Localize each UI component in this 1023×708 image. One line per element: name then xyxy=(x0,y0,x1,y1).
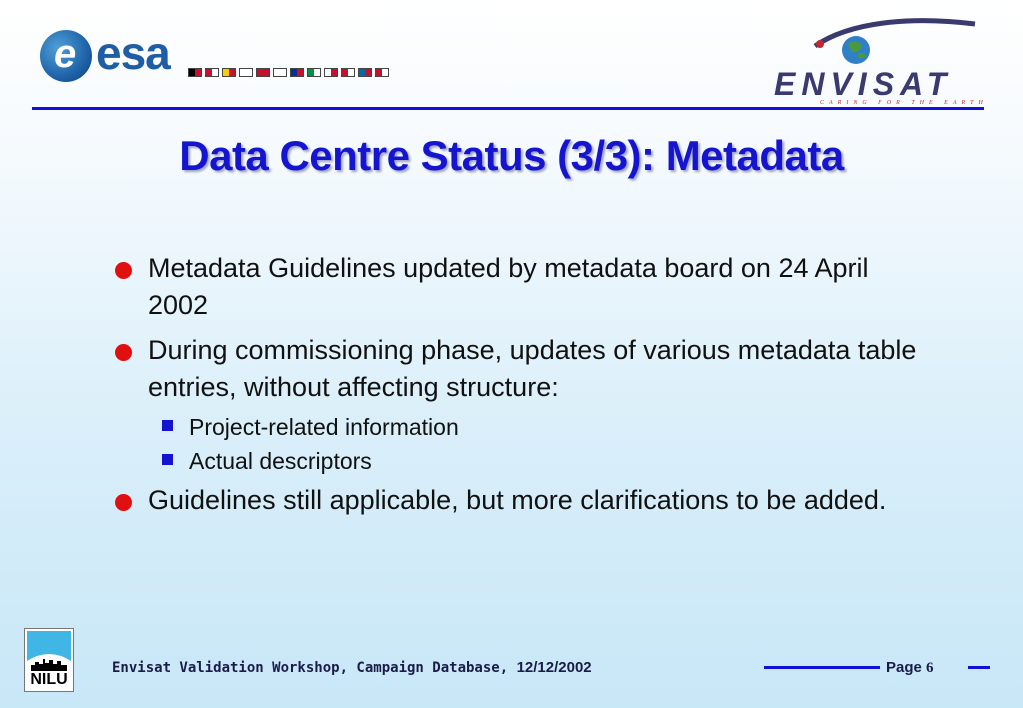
flag-icon xyxy=(290,68,304,77)
sub-bullet-item xyxy=(112,445,932,478)
flag-icon xyxy=(239,68,253,77)
bullet-dot-icon xyxy=(115,344,132,361)
sub-bullet-text: Project-related information xyxy=(189,414,459,440)
bullet-item xyxy=(112,250,932,324)
flag-icon xyxy=(205,68,219,77)
flag-icon xyxy=(222,68,236,77)
envisat-arc-icon xyxy=(770,14,985,74)
envisat-logo-text: ENVISAT xyxy=(774,66,953,102)
page-label: Page xyxy=(886,659,922,676)
sub-bullet-square-icon xyxy=(162,420,173,431)
header-divider xyxy=(32,107,984,110)
flag-icon xyxy=(273,68,287,77)
bullet-text: During commissioning phase, updates of various metadata table entries, without affecting structure: xyxy=(148,335,917,402)
bullet-text: Guidelines still applicable, but more clarifications to be added. xyxy=(148,485,887,515)
slide-title: Data Centre Status (3/3): Metadata xyxy=(179,132,844,179)
sub-bullet-item xyxy=(112,411,932,444)
flag-icon xyxy=(256,68,270,77)
nilu-logo xyxy=(24,628,74,692)
bullet-dot-icon xyxy=(115,262,132,279)
sub-bullet-square-icon xyxy=(162,454,173,465)
bullet-dot-icon xyxy=(115,494,132,511)
esa-logo xyxy=(40,28,440,88)
nilu-logo-text: NILU xyxy=(30,671,68,688)
flag-icon xyxy=(307,68,321,77)
page-number: 6 xyxy=(926,660,934,676)
footer-text: Envisat Validation Workshop, Campaign Database, xyxy=(112,660,517,676)
bullet-item xyxy=(112,332,932,406)
envisat-logo xyxy=(770,14,988,106)
page-indicator xyxy=(886,659,934,677)
envisat-tagline: CARING FOR THE EARTH xyxy=(820,100,988,106)
bullet-text: Metadata Guidelines updated by metadata board on 24 April 2002 xyxy=(148,253,869,320)
footer-caption xyxy=(112,659,592,676)
bullet-item xyxy=(112,482,932,519)
flag-icon xyxy=(188,68,202,77)
esa-logo-text: esa xyxy=(96,27,170,79)
flag-icon xyxy=(358,68,372,77)
footer-divider xyxy=(764,666,880,669)
flag-icon xyxy=(341,68,355,77)
footer-divider-short xyxy=(968,666,990,669)
sub-bullet-text: Actual descriptors xyxy=(189,448,372,474)
member-state-flags xyxy=(188,68,389,77)
nilu-skyline-icon xyxy=(27,649,71,671)
flag-icon xyxy=(375,68,389,77)
esa-logo-letter: e xyxy=(54,32,77,76)
footer-date: 12/12/2002 xyxy=(516,659,592,676)
slide-body xyxy=(112,250,932,527)
flag-icon xyxy=(324,68,338,77)
